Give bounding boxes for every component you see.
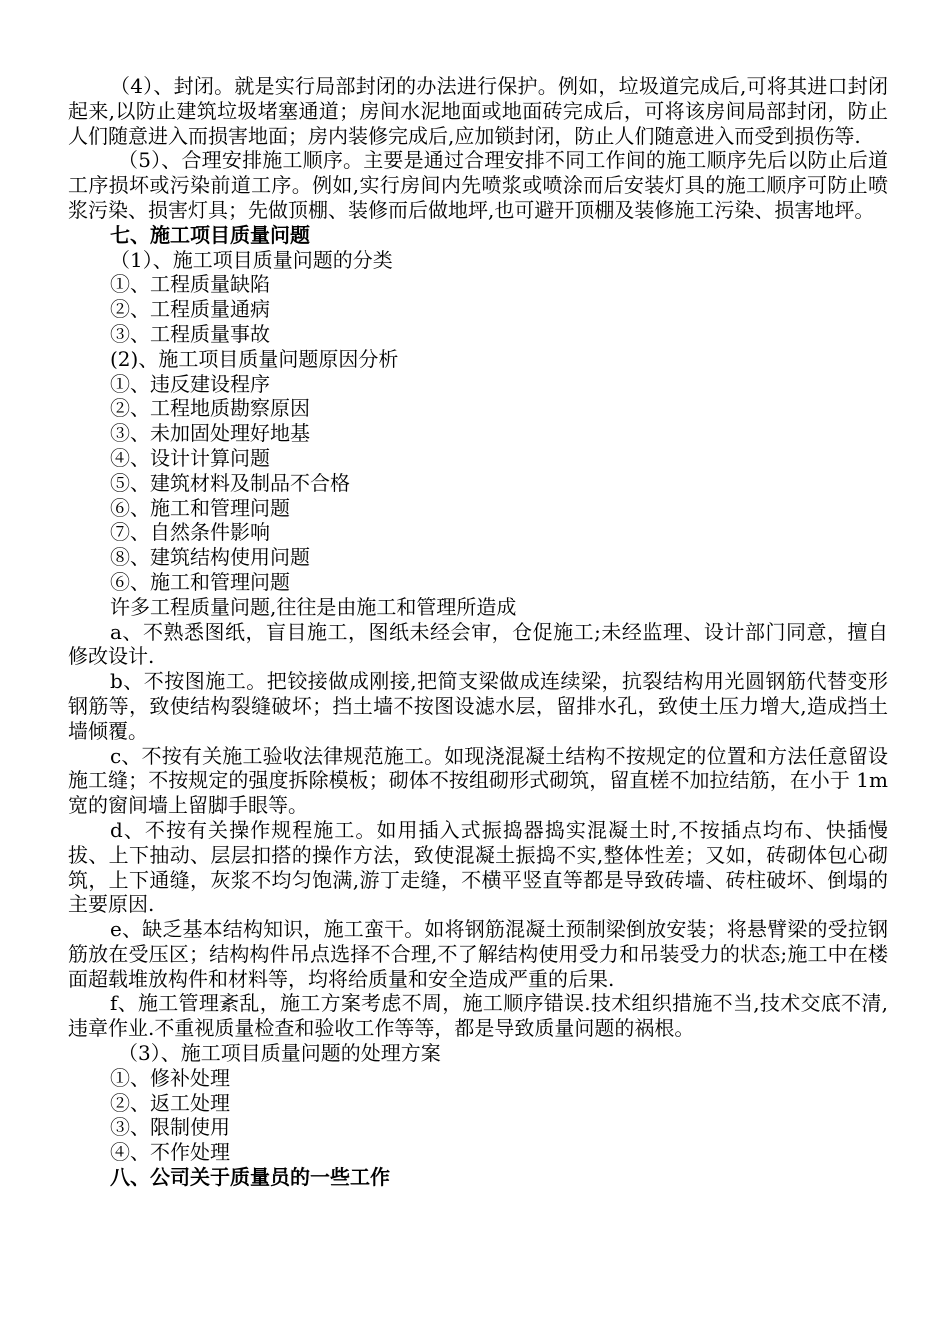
- list-item: ①、修补处理: [110, 1065, 230, 1090]
- list-item: ①、违反建设程序: [110, 371, 270, 396]
- section-7-heading: 七、施工项目质量问题: [110, 222, 310, 247]
- list-item: ②、工程地质勘察原因: [110, 396, 310, 421]
- paragraph-closing-protection: （4）、封闭。就是实行局部封闭的办法进行保护。例如，垃圾道完成后,可将其进口封闭起来,以防止建筑垃圾堵塞通道；房间水泥地面或地面砖完成后，可将该房间局部封闭，防止人们随意进入而损害地面；房内装修完成后,应加锁封闭，防止人们随意进入而受到损伤等.: [68, 74, 888, 148]
- list-item: ③、未加固处理好地基: [110, 421, 310, 446]
- list-item: ④、设计计算问题: [110, 445, 270, 470]
- reason-c: c、不按有关施工验收法律规范施工。如现浇混凝土结构不按规定的位置和方法任意留设施工缝；不按规定的强度拆除模板；砌体不按组砌形式砌筑，留直槎不加拉结筋，在小于 1m 宽的窗间墙上留脚手眼等。: [68, 743, 888, 818]
- reasons-intro: 许多工程质量问题,往往是由施工和管理所造成: [110, 594, 517, 619]
- reason-a: a、不熟悉图纸，盲目施工，图纸未经会审，仓促施工;未经监理、设计部门同意，擅自修改设计.: [68, 619, 888, 669]
- document-body: [68, 74, 888, 1190]
- reason-d: d、不按有关操作规程施工。如用插入式振捣器捣实混凝土时,不按插点均布、快插慢拔、上下抽动、层层扣搭的操作方法，致使混凝土振捣不实,整体性差；又如，砖砌体包心砌筑，上下通缝，灰浆不均匀饱满,游丁走缝，不横平竖直等都是导致砖墙、砖柱破坏、倒塌的主要原因.: [68, 817, 888, 917]
- reason-f: f、施工管理紊乱，施工方案考虑不周，施工顺序错误.技术组织措施不当,技术交底不清,违章作业.不重视质量检查和验收工作等等，都是导致质量问题的祸根。: [68, 991, 888, 1041]
- list-item: ①、工程质量缺陷: [110, 272, 270, 297]
- list-item: ⑤、建筑材料及制品不合格: [110, 470, 350, 495]
- list-item: ②、工程质量通病: [110, 297, 270, 322]
- reason-b: b、不按图施工。把铰接做成刚接,把简支梁做成连续梁，抗裂结构用光圆钢筋代替变形钢筋等，致使结构裂缝破坏；挡土墙不按图设滤水层，留排水孔，致使土压力增大,造成挡土墙倾覆。: [68, 669, 888, 743]
- section-8-heading: 八、公司关于质量员的一些工作: [110, 1165, 390, 1190]
- list-item: ④、不作处理: [110, 1140, 230, 1165]
- subsection-3-title: （3）、施工项目质量问题的处理方案: [118, 1041, 441, 1066]
- subsection-2-title: (2)、施工项目质量问题原因分析: [110, 346, 399, 371]
- reason-e: e、缺乏基本结构知识，施工蛮干。如将钢筋混凝土预制梁倒放安装；将悬臂梁的受拉钢筋放在受压区；结构构件吊点选择不合理,不了解结构使用受力和吊装受力的状态;施工中在楼面超载堆放构件和材料等，均将给质量和安全造成严重的后果.: [68, 917, 888, 991]
- paragraph-construction-sequence: （5）、合理安排施工顺序。主要是通过合理安排不同工作间的施工顺序先后以防止后道工序损坏或污染前道工序。例如,实行房间内先喷浆或喷涂而后安装灯具的施工顺序可防止喷浆污染、损害灯具；先做顶棚、装修而后做地坪,也可避开顶棚及装修施工污染、损害地坪。: [68, 148, 888, 222]
- list-item: ②、返工处理: [110, 1090, 230, 1115]
- subsection-1-title: （1）、施工项目质量问题的分类: [110, 247, 393, 272]
- list-item: ⑥、施工和管理问题: [110, 495, 290, 520]
- list-item: ⑥、施工和管理问题: [110, 569, 290, 594]
- list-item: ⑦、自然条件影响: [110, 520, 270, 545]
- list-item: ⑧、建筑结构使用问题: [110, 545, 310, 570]
- list-item: ③、限制使用: [110, 1115, 230, 1140]
- list-item: ③、工程质量事故: [110, 321, 270, 346]
